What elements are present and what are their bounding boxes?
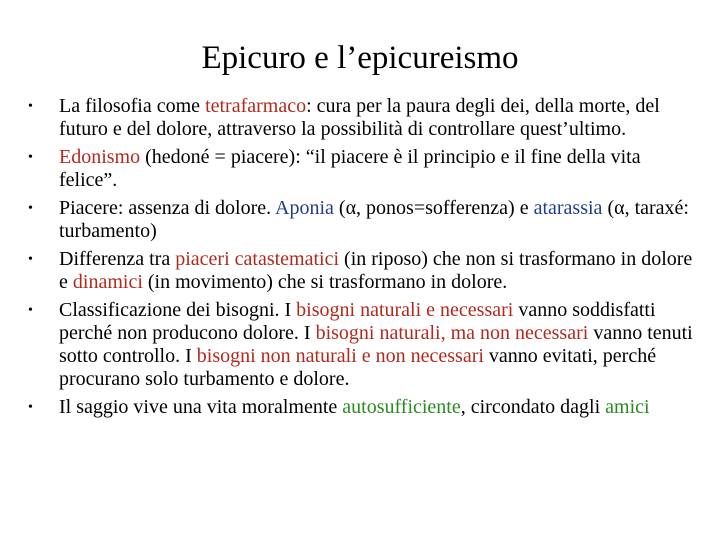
bullet-text: La filosofia come bbox=[59, 95, 206, 117]
highlighted-term: autosufficiente bbox=[342, 395, 461, 418]
highlighted-term: bisogni non naturali e non necessari bbox=[196, 345, 484, 368]
bullet-item bbox=[28, 95, 696, 141]
bullet-text: Differenza tra bbox=[59, 247, 176, 270]
highlighted-term: bisogni naturali e necessari bbox=[296, 298, 514, 321]
bullet-dot-icon: • bbox=[28, 149, 33, 165]
bullet-text: (hedoné = piacere): “il piacere è il principio e il fine della vita felice”. bbox=[59, 145, 641, 192]
bullet-text: (α, taraxé: turbamento) bbox=[59, 196, 689, 243]
bullet-text: vanno evitati, perché procurano solo turbamento e dolore. bbox=[59, 345, 657, 391]
bullet-item bbox=[28, 299, 696, 392]
bullet-text: (in movimento) che si trasformano in dolore. bbox=[142, 270, 508, 293]
bullet-dot-icon: • bbox=[28, 399, 33, 415]
bullet-dot-icon: • bbox=[28, 302, 33, 318]
bullet-text: (in riposo) che non si trasformano in dolore e bbox=[59, 247, 693, 293]
bullet-item bbox=[28, 146, 696, 192]
bullet-item bbox=[28, 396, 696, 419]
bullet-text: : cura per la paura degli dei, della morte, del futuro e del dolore, attraverso la possibilità di controllare quest’ultimo. bbox=[59, 95, 660, 141]
highlighted-term: amici bbox=[605, 395, 650, 418]
highlighted-term: Aponia bbox=[275, 196, 334, 219]
bullet-dot-icon: • bbox=[28, 251, 33, 267]
highlighted-term: bisogni naturali, ma non necessari bbox=[315, 321, 589, 344]
bullet-text: Classificazione dei bisogni. I bbox=[59, 298, 297, 321]
bullet-text: vanno soddisfatti perché non producono dolore. I bbox=[59, 298, 656, 344]
bullet-list bbox=[28, 95, 696, 424]
bullet-item bbox=[28, 197, 696, 243]
highlighted-term: tetrafarmaco bbox=[205, 95, 307, 117]
bullet-text: (α, ponos=sofferenza) e bbox=[333, 196, 534, 219]
bullet-dot-icon: • bbox=[28, 200, 33, 216]
bullet-text: vanno tenuti sotto controllo. I bbox=[59, 321, 693, 368]
bullet-text: Piacere: assenza di dolore. bbox=[59, 196, 276, 219]
highlighted-term: dinamici bbox=[72, 270, 143, 293]
bullet-text: , circondato dagli bbox=[460, 395, 606, 418]
bullet-item bbox=[28, 248, 696, 294]
highlighted-term: atarassia bbox=[533, 196, 603, 219]
slide-title: Epicuro e l’epicureismo bbox=[201, 40, 519, 76]
highlighted-term: piaceri catastematici bbox=[175, 247, 340, 270]
highlighted-term: Edonismo bbox=[59, 145, 141, 168]
bullet-dot-icon: • bbox=[28, 99, 33, 114]
bullet-text: Il saggio vive una vita moralmente bbox=[59, 395, 343, 418]
